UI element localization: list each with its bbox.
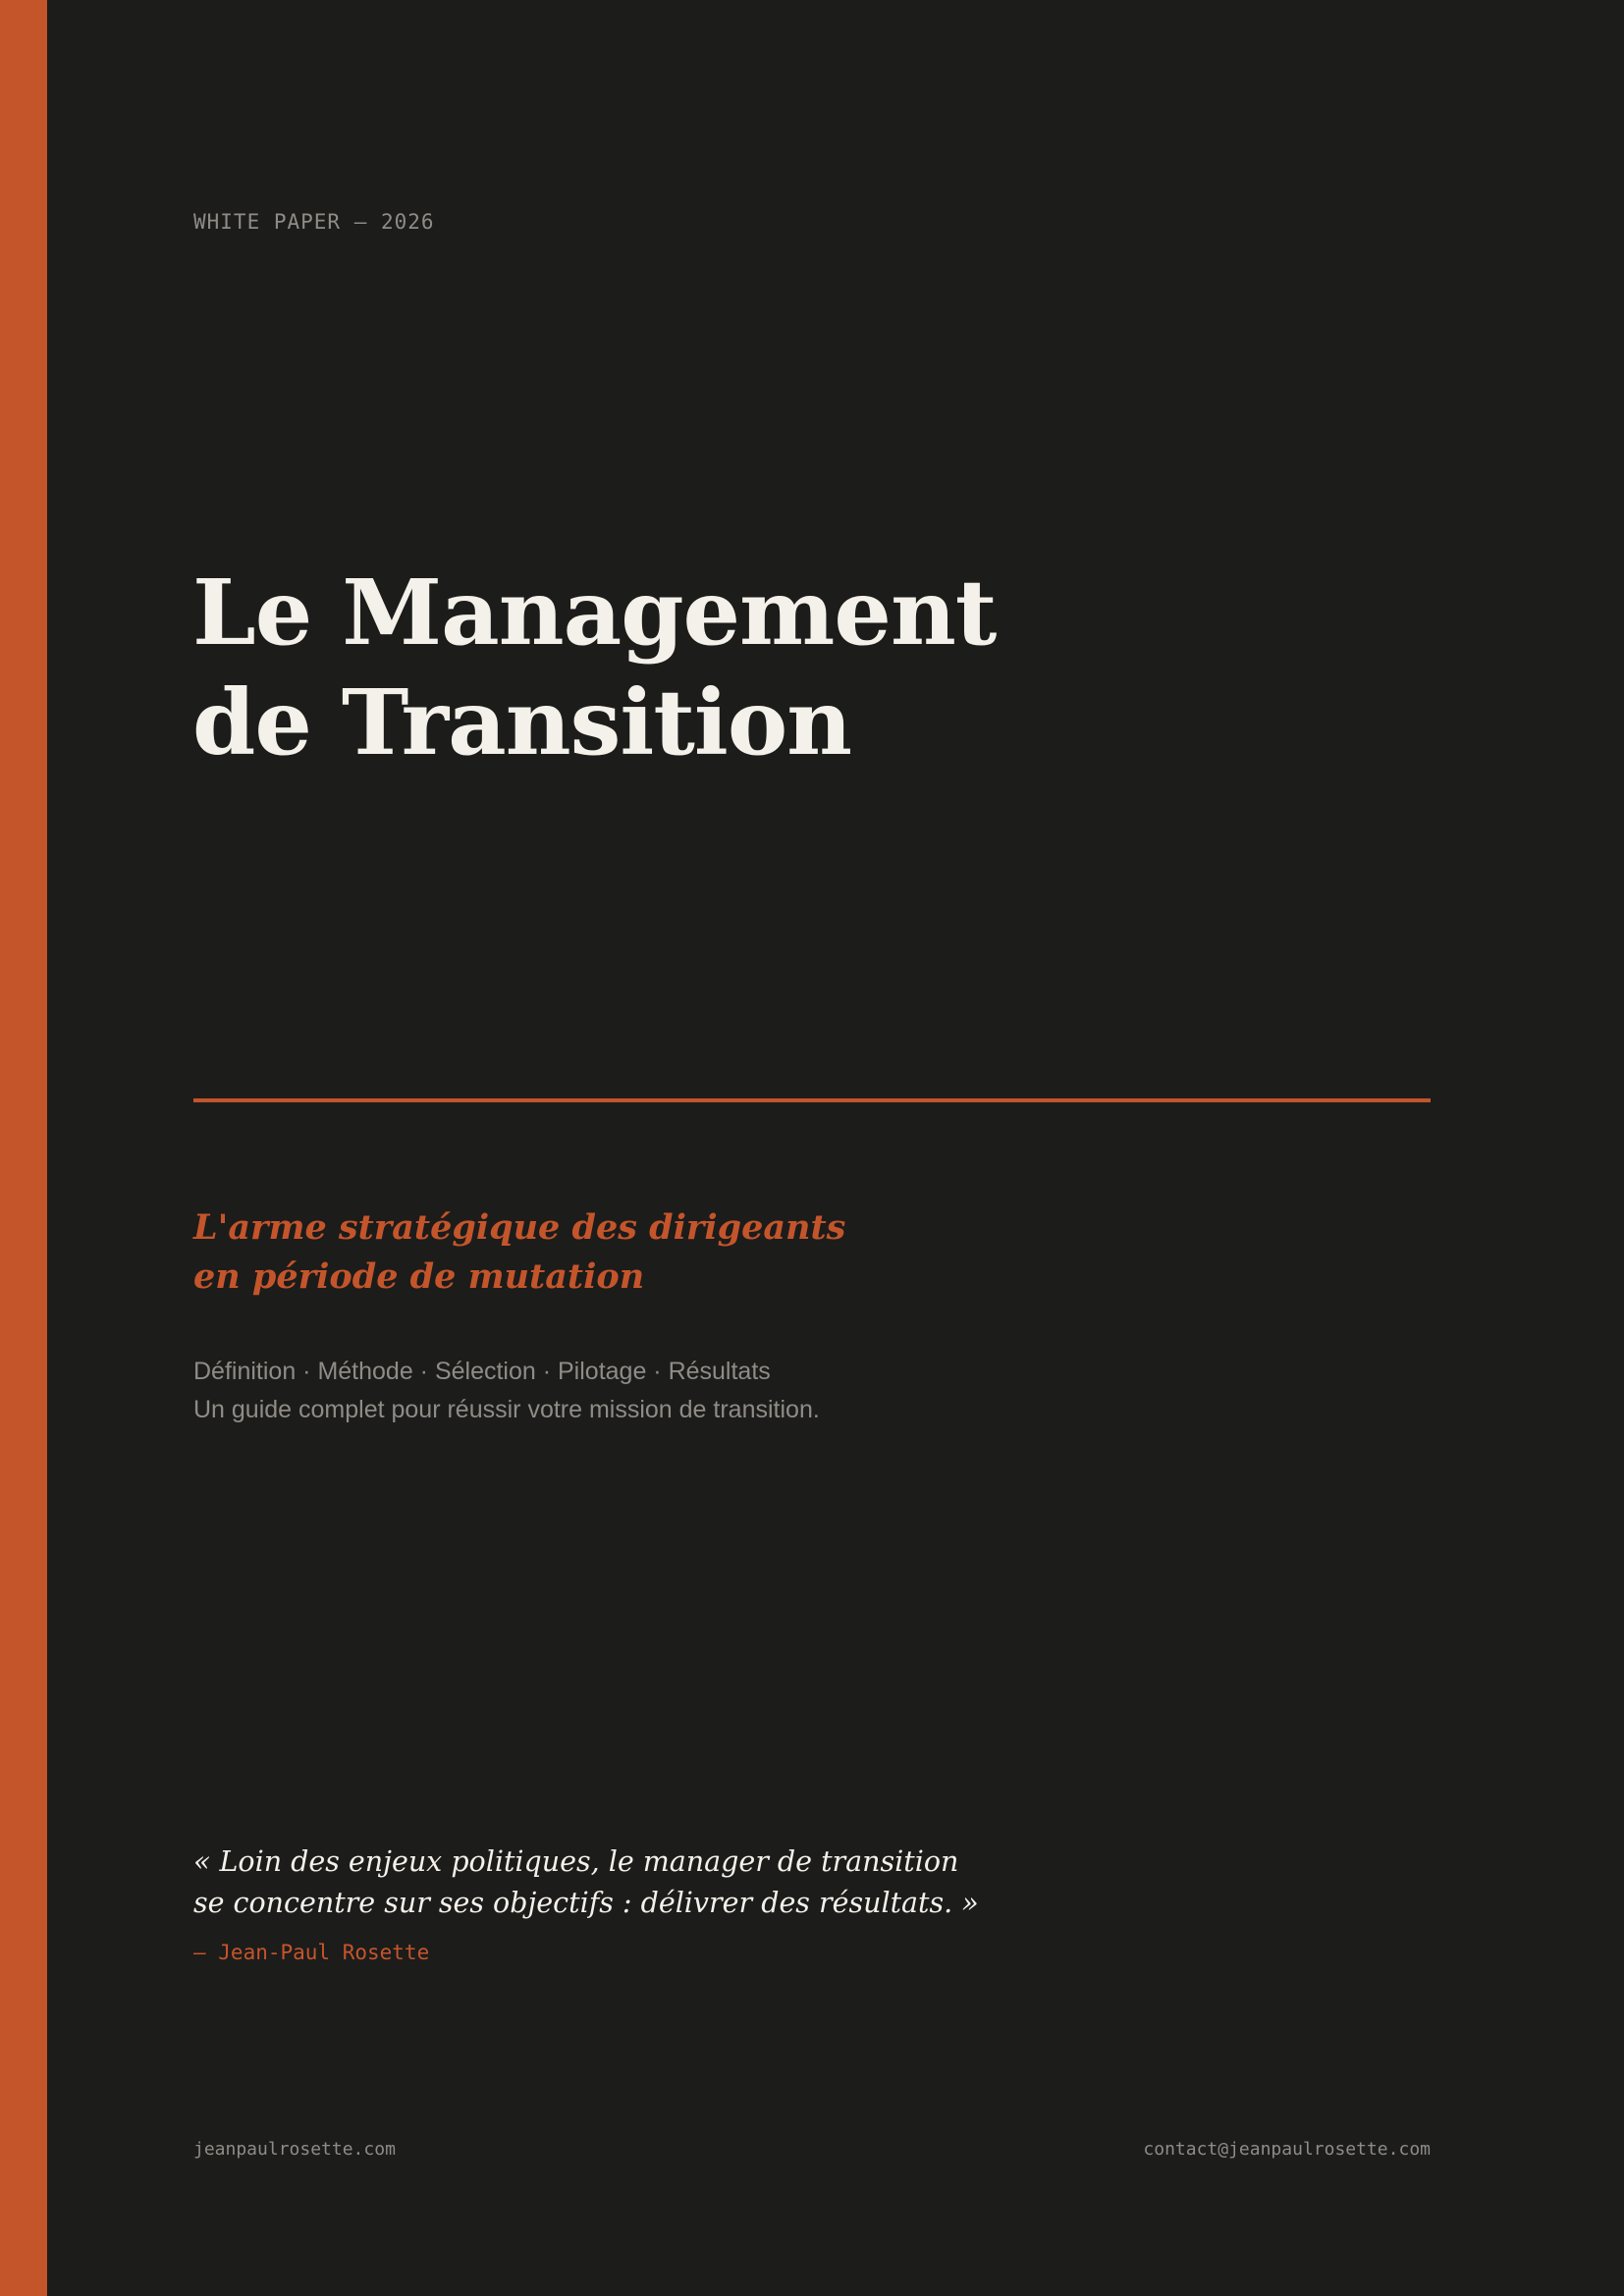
section-divider bbox=[193, 1098, 1431, 1102]
guide-description: Un guide complet pour réussir votre mission de transition. bbox=[193, 1396, 820, 1423]
quote-author: — Jean-Paul Rosette bbox=[193, 1941, 430, 1964]
topics-list: Définition · Méthode · Sélection · Pilotage · Résultats bbox=[193, 1358, 771, 1385]
document-kicker: WHITE PAPER — 2026 bbox=[193, 210, 435, 234]
title-line-2: de Transition bbox=[192, 669, 852, 775]
quote-line-2: se concentre sur ses objectifs : délivrer des résultats. » bbox=[193, 1887, 979, 1919]
pull-quote bbox=[193, 1842, 979, 1924]
document-title bbox=[192, 558, 996, 777]
subtitle-line-2: en période de mutation bbox=[193, 1256, 645, 1297]
footer-email: contact@jeanpaulrosette.com bbox=[1143, 2139, 1431, 2160]
topics-summary bbox=[193, 1353, 820, 1429]
subtitle-line-1: L'arme stratégique des dirigeants bbox=[193, 1207, 846, 1248]
document-subtitle bbox=[193, 1203, 845, 1302]
accent-bar bbox=[0, 0, 47, 2296]
quote-line-1: « Loin des enjeux politiques, le manager de transition bbox=[193, 1845, 959, 1878]
title-line-1: Le Management bbox=[192, 560, 997, 666]
footer-website: jeanpaulrosette.com bbox=[193, 2139, 396, 2160]
